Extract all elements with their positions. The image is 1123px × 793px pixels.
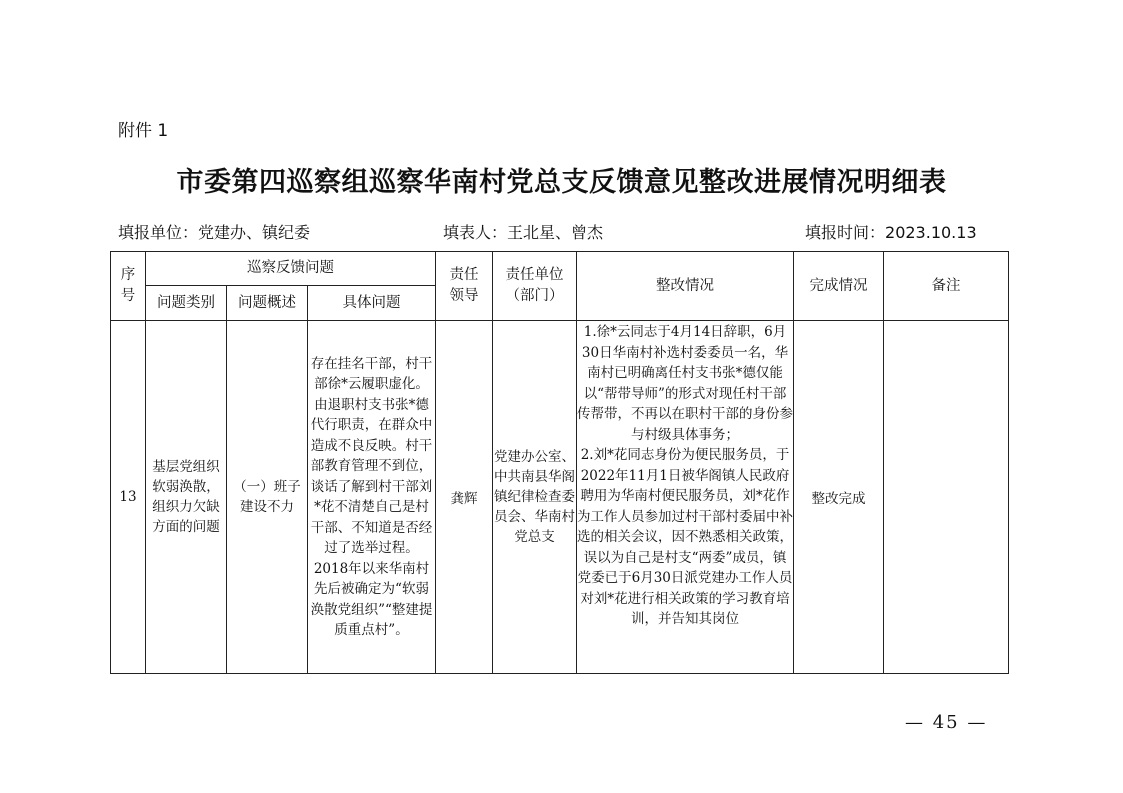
- cell-dept: 党建办公室、中共南县华阁镇纪律检查委员会、华南村党总支: [493, 321, 577, 674]
- header-dept-line2: （部门）: [505, 288, 564, 304]
- cell-completion: 整改完成: [794, 321, 884, 674]
- cell-remarks: [884, 321, 1009, 674]
- rectification-item-2: 2.刘*花同志身份为便民服务员，于2022年11月1日被华阁镇人民政府聘用为华南村便民服务员，刘*花作为工作人员参加过村干部村委届中补选的相关会议，因不熟悉相关政策，误以为自己是村支“两委”成员，镇党委已于6月30日派党建办工作人员对刘*花进行相关政策的学习教育培训，并告知其岗位: [577, 447, 794, 627]
- cell-seq: 13: [111, 321, 146, 674]
- header-leader: [436, 252, 493, 321]
- cell-overview: （一）班子建设不力: [227, 321, 308, 674]
- cell-category: 基层党组织软弱涣散，组织力欠缺方面的问题: [146, 321, 227, 674]
- reporting-time: [805, 220, 977, 243]
- document-title: 市委第四巡察组巡察华南村党总支反馈意见整改进展情况明细表: [176, 167, 947, 198]
- header-leader-line2: 领导: [449, 288, 479, 304]
- header-completion: 完成情况: [794, 252, 884, 321]
- header-specific: 具体问题: [308, 286, 436, 321]
- rectification-table: [110, 251, 1009, 674]
- reporting-time-value: 2023.10.13: [885, 223, 977, 242]
- header-overview: 问题概述: [227, 286, 308, 321]
- table-row: [111, 321, 1009, 674]
- header-rectification: 整改情况: [577, 252, 794, 321]
- header-feedback-group: 巡察反馈问题: [146, 252, 436, 286]
- header-dept-line1: 责任单位: [505, 267, 564, 283]
- page-number: — 45 —: [905, 712, 988, 733]
- form-filler: 填表人：王北星、曾杰: [443, 223, 604, 242]
- header-seq-line1: 序: [120, 267, 136, 283]
- reporting-unit: 填报单位：党建办、镇纪委: [118, 223, 311, 242]
- cell-specific: 存在挂名干部，村干部徐*云履职虚化。由退职村支书张*德代行职责，在群众中造成不良反映。村干部教育管理不到位，谈话了解到村干部刘*花不清楚自己是村干部、不知道是否经过了选举过程。2018年以来华南村先后被确定为“软弱涣散党组织”“整建提质重点村”。: [308, 321, 436, 674]
- attachment-label: 附件 1: [118, 121, 169, 141]
- header-row-1: [111, 252, 1009, 286]
- header-remarks: 备注: [884, 252, 1009, 321]
- reporting-time-label: 填报时间：: [805, 223, 886, 242]
- cell-leader: 龚辉: [436, 321, 493, 674]
- rectification-content: [577, 322, 793, 672]
- header-leader-line1: 责任: [449, 267, 479, 283]
- rectification-item-1: 1.徐*云同志于4月14日辞职，6月30日华南村补选村委委员一名，华南村已明确离任村支书张*德仅能以“帮带导师”的形式对现任村干部传帮带，不再以在职村干部的身份参与村级具体事务；: [577, 324, 794, 443]
- cell-rectification: [577, 321, 794, 674]
- header-seq: [111, 252, 146, 321]
- header-seq-line2: 号: [120, 288, 136, 304]
- header-category: 问题类别: [146, 286, 227, 321]
- header-dept: [493, 252, 577, 321]
